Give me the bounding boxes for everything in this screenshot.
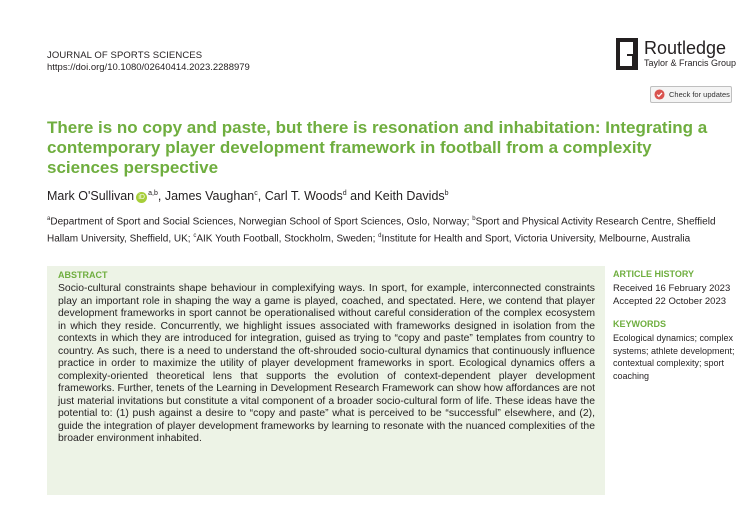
doi-link[interactable]: https://doi.org/10.1080/02640414.2023.2288979 xyxy=(47,62,250,73)
check-updates-icon xyxy=(654,89,665,100)
author-list: Mark O'Sullivan iD$^{a,b}$, James Vaughan$^c$, Carl T. Woods$^d$ and Keith Davids$^b$ xyxy=(47,189,449,203)
keywords-heading: KEYWORDS xyxy=(613,319,667,329)
journal-name: JOURNAL OF SPORTS SCIENCES xyxy=(47,50,203,61)
publisher-name: Routledge xyxy=(644,38,727,58)
keywords-list: Ecological dynamics; complex systems; athlete development; contextual complexity; sport coaching xyxy=(613,333,735,381)
article-title: There is no copy and paste, but there is resonation and inhabitation: Integrating a contemporary player development framework in football from a complexity sciences perspective xyxy=(47,118,708,177)
check-for-updates-button[interactable] xyxy=(650,86,732,103)
affiliation-text: AIK Youth Football, Stockholm, Sweden; xyxy=(196,233,379,245)
author-affiliation-mark: c xyxy=(254,189,258,197)
article-history xyxy=(613,283,730,308)
affiliation-mark: b xyxy=(472,216,476,222)
affiliation-text: Department of Sport and Social Sciences, Norwegian School of Sport Sciences, Oslo, Norway; xyxy=(50,216,473,228)
publisher-group: Taylor & Francis Group xyxy=(644,58,737,68)
accepted-date: Accepted 22 October 2023 xyxy=(613,295,727,307)
affiliation-mark: a xyxy=(47,216,51,222)
author-name[interactable]: Mark O'Sullivan xyxy=(47,189,135,203)
received-date: Received 16 February 2023 xyxy=(613,283,731,294)
abstract-text: Socio-cultural constraints shape behaviour in complexifying ways. In sport, for example, interconnected constraints play an important role in shaping the way a game is played, coached, and spectated. Here, we contend that player development frameworks in sport cannot be operationalised without careful consideration of the complex ecosystem in which they reside. Concurrently, we highlight issues associated with frameworks designed in isolation from the contexts in which they are introduced for integration, guised as trying to “copy and paste” templates from country to country. As such, there is a need to understand the oft-shrouded socio-cultural dynamics that continuously influence practice in order to maximize the utility of player development frameworks in sport. Ecological dynamics offers a complexity-oriented theoretical lens that supports the evolution of context-dependent player development frameworks. Further, tenets of the Learning in Development Research Framework can show how affordances are not just material invitations but constitute a vital component of a broader socio-cultural form of life. These ideas have the potential to: (1) push against a desire to “copy and paste” what is perceived to be “successful” elsewhere, and (2), guide the integration of player development frameworks by learning to resonate with the nuanced complexities of the broader environment inhabited. xyxy=(58,283,595,444)
author-name[interactable]: Keith Davids xyxy=(374,189,445,203)
author-name[interactable]: James Vaughan xyxy=(164,189,255,203)
author-affiliation-mark: d xyxy=(342,189,347,197)
publisher-logo[interactable] xyxy=(616,38,736,70)
orcid-icon[interactable]: iD xyxy=(136,192,147,203)
author-affiliation-mark: a,b xyxy=(148,189,158,197)
affiliation-text: Institute for Health and Sport, Victoria University, Melbourne, Australia xyxy=(381,233,691,245)
affiliation-text: Sport and Physical Activity Research Centre, Sheffield Hallam University, Sheffield, UK; xyxy=(47,216,716,245)
check-updates-label: Check for updates xyxy=(669,90,730,99)
affiliation-mark: c xyxy=(193,233,197,240)
author-affiliation-mark: b xyxy=(444,189,449,197)
abstract-heading: ABSTRACT xyxy=(58,270,108,280)
affiliation-mark: d xyxy=(378,233,382,240)
affiliations xyxy=(47,212,737,247)
routledge-logo-icon xyxy=(616,38,638,70)
article-history-heading: ARTICLE HISTORY xyxy=(613,269,695,279)
author-name[interactable]: Carl T. Woods xyxy=(264,189,343,203)
